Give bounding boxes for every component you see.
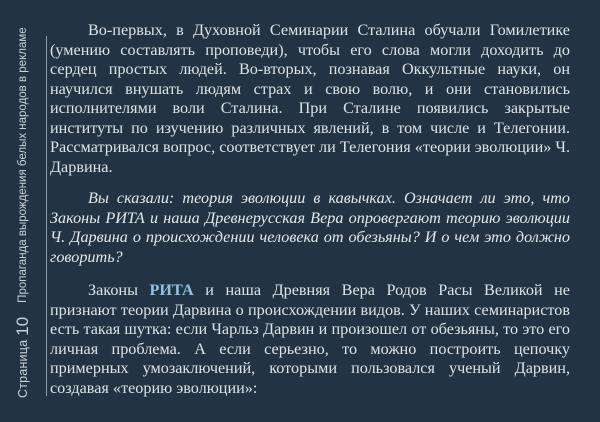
rita-highlight: РИТА xyxy=(149,281,194,299)
page-sidebar xyxy=(0,0,46,422)
answer-start: Законы xyxy=(88,281,150,299)
interview-answer xyxy=(50,281,570,398)
paragraph-intro: Во-первых, в Духовной Семинарии Сталина обучали Гомилетике (умению составлять проповеди), чтобы его слова могли доходить до сердец простых людей. Во-вторых, познавая Оккультные науки, он научился внушать людям страх и свою волю, и они становились исполнителями воли Сталина. При Сталине появились закрытые институты по изучению различных явлений, в том числе и Телегонии. Рассматривался вопрос, соответствует ли Телегония «теории эволюции» Ч. Дарвина. xyxy=(50,21,570,176)
page-number: 10 xyxy=(13,316,32,336)
sidebar-divider xyxy=(46,36,47,396)
answer-rest: и наша Древняя Вера Родов Расы Великой не признают теории Дарвина о происхождении видов. У наших семинаристов есть такая шутка: если Чарльз Дарвин и произошел от обезьяны, то это его личная проблема. А если серьезно, то можно построить цепочку примерных умозаключений, которыми пользовался ученый Дарвин, создавая «теорию эволюции»: xyxy=(50,281,570,397)
book-title: Пропаганда вырождения белых народов в рекламе xyxy=(17,27,29,303)
page-body xyxy=(50,21,570,398)
sidebar-caption xyxy=(8,27,38,398)
page-label: Страница xyxy=(16,339,30,398)
interview-question: Вы сказали: теория эволюции в кавычках. Означает ли это, что Законы РИТА и наша Древнерусская Вера опровергают теорию эволюции Ч. Дарвина о происхождении человека от обезьяны? И о чем это должно говорить? xyxy=(50,189,570,266)
